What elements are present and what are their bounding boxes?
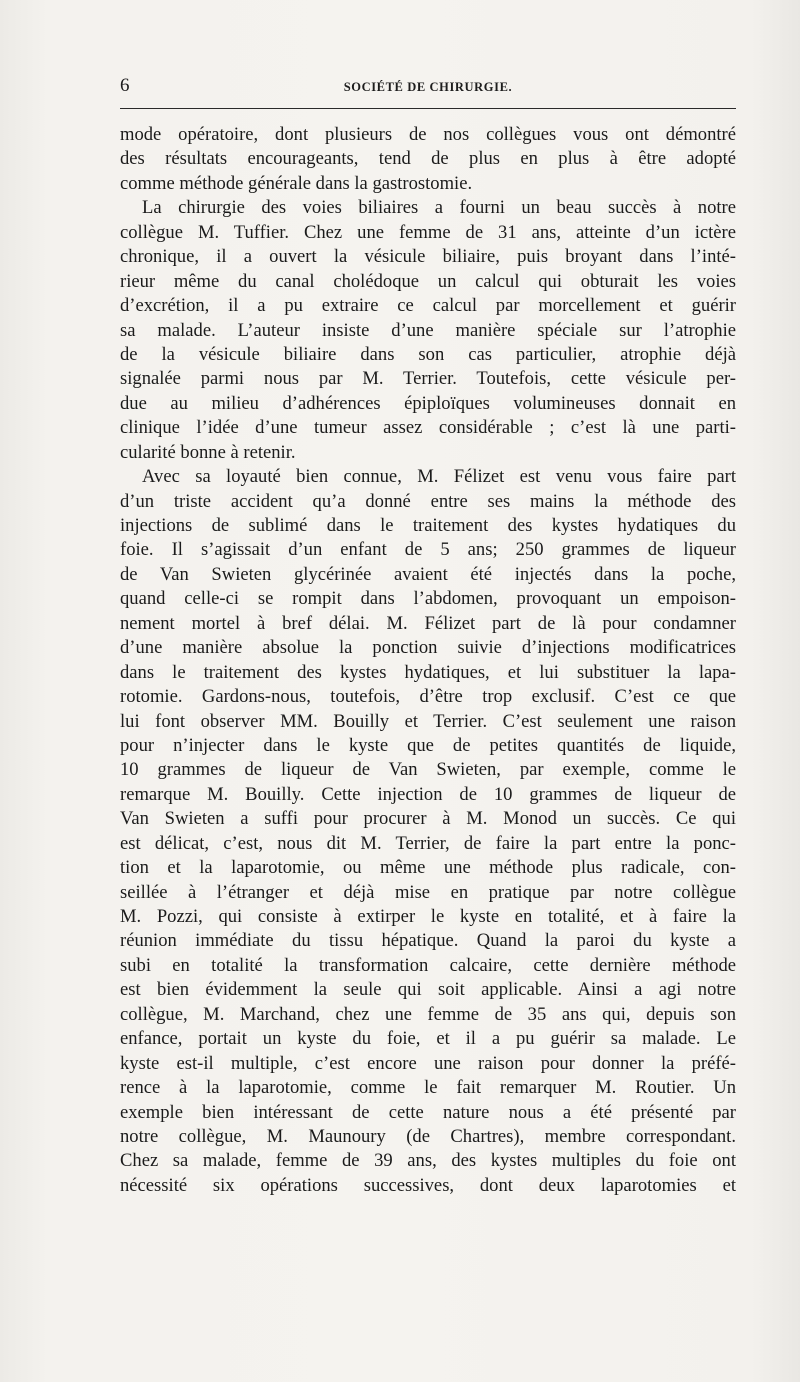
text-line: est délicat, c’est, nous dit M. Terrier, de faire la part entre la ponc- <box>120 832 736 854</box>
text-line: seillée à l’étranger et déjà mise en pratique par notre collègue <box>120 881 736 903</box>
text-line: collègue M. Tuffier. Chez une femme de 31 ans, atteinte d’un ictère <box>120 221 736 243</box>
text-line: rence à la laparotomie, comme le fait remarquer M. Routier. Un <box>120 1077 736 1099</box>
text-line: tion et la laparotomie, ou même une méthode plus radicale, con- <box>120 857 736 879</box>
text-line: de la vésicule biliaire dans son cas particulier, atrophie déjà <box>120 343 736 365</box>
text-line: de Van Swieten glycérinée avaient été injectés dans la poche, <box>120 563 736 585</box>
body-text <box>120 123 736 1198</box>
text-line: collègue, M. Marchand, chez une femme de 35 ans qui, depuis son <box>120 1003 736 1025</box>
text-line: kyste est-il multiple, c’est encore une raison pour donner la préfé- <box>120 1052 736 1074</box>
text-line: d’excrétion, il a pu extraire ce calcul par morcellement et guérir <box>120 295 736 317</box>
text-line: enfance, portait un kyste du foie, et il a pu guérir sa malade. Le <box>120 1028 736 1050</box>
text-line: quand celle-ci se rompit dans l’abdomen, provoquant un empoison- <box>120 588 736 610</box>
text-line: des résultats encourageants, tend de plus en plus à être adopté <box>120 148 736 170</box>
text-line: notre collègue, M. Maunoury (de Chartres), membre correspondant. <box>120 1125 736 1147</box>
text-line: foie. Il s’agissait d’un enfant de 5 ans; 250 grammes de liqueur <box>120 539 736 561</box>
header-rule <box>120 108 736 109</box>
text-line: réunion immédiate du tissu hépatique. Quand la paroi du kyste a <box>120 930 736 952</box>
text-line: 10 grammes de liqueur de Van Swieten, par exemple, comme le <box>120 759 736 781</box>
text-line: comme méthode générale dans la gastrostomie. <box>120 172 473 194</box>
text-line: injections de sublimé dans le traitement des kystes hydatiques du <box>120 515 736 536</box>
text-line: sa malade. L’auteur insiste d’une manière spéciale sur l’atrophie <box>120 319 736 341</box>
text-line: signalée parmi nous par M. Terrier. Toutefois, cette vésicule per- <box>120 368 736 390</box>
text-line: due au milieu d’adhérences épiploïques volumineuses donnait en <box>120 392 736 414</box>
text-line: remarque M. Bouilly. Cette injection de 10 grammes de liqueur de <box>120 783 736 805</box>
text-line: est bien évidemment la seule qui soit applicable. Ainsi a agi notre <box>120 979 736 1001</box>
text-line: subi en totalité la transformation calcaire, cette dernière méthode <box>120 954 736 976</box>
text-line: Van Swieten a suffi pour procurer à M. Monod un succès. Ce qui <box>120 808 736 830</box>
text-line: pour n’injecter dans le kyste que de petites quantités de liquide, <box>120 734 736 756</box>
text-line: mode opératoire, dont plusieurs de nos collègues vous ont démontré <box>120 124 736 145</box>
page-number: 6 <box>120 75 130 96</box>
text-line: rotomie. Gardons-nous, toutefois, d’être trop exclusif. C’est ce que <box>120 686 736 708</box>
text-line: cularité bonne à retenir. <box>120 441 296 463</box>
text-line: exemple bien intéressant de cette nature nous a été présenté par <box>120 1101 736 1123</box>
text-line: M. Pozzi, qui consiste à extirper le kyste en totalité, et à faire la <box>120 906 736 927</box>
page-header <box>120 75 736 97</box>
text-line: d’une manière absolue la ponction suivie d’injections modificatrices <box>120 637 736 659</box>
text-line: lui font observer MM. Bouilly et Terrier. C’est seulement une raison <box>120 710 736 732</box>
text-line: rieur même du canal cholédoque un calcul qui obturait les voies <box>120 270 736 292</box>
text-line: La chirurgie des voies biliaires a fourni un beau succès à notre <box>142 197 736 219</box>
text-line: chronique, il a ouvert la vésicule biliaire, puis broyant dans l’inté- <box>120 246 736 268</box>
text-line: nement mortel à bref délai. M. Félizet part de là pour condamner <box>120 612 736 634</box>
text-line: nécessité six opérations successives, dont deux laparotomies et <box>120 1174 736 1196</box>
running-head: SOCIÉTÉ DE CHIRURGIE. <box>343 80 513 94</box>
text-line: Avec sa loyauté bien connue, M. Félizet est venu vous faire part <box>142 466 736 488</box>
text-line: clinique l’idée d’une tumeur assez considérable ; c’est là une parti- <box>120 417 736 439</box>
text-line: d’un triste accident qu’a donné entre ses mains la méthode des <box>120 490 736 512</box>
text-line: Chez sa malade, femme de 39 ans, des kystes multiples du foie ont <box>120 1150 736 1172</box>
text-line: dans le traitement des kystes hydatiques, et lui substituer la lapa- <box>120 661 736 683</box>
